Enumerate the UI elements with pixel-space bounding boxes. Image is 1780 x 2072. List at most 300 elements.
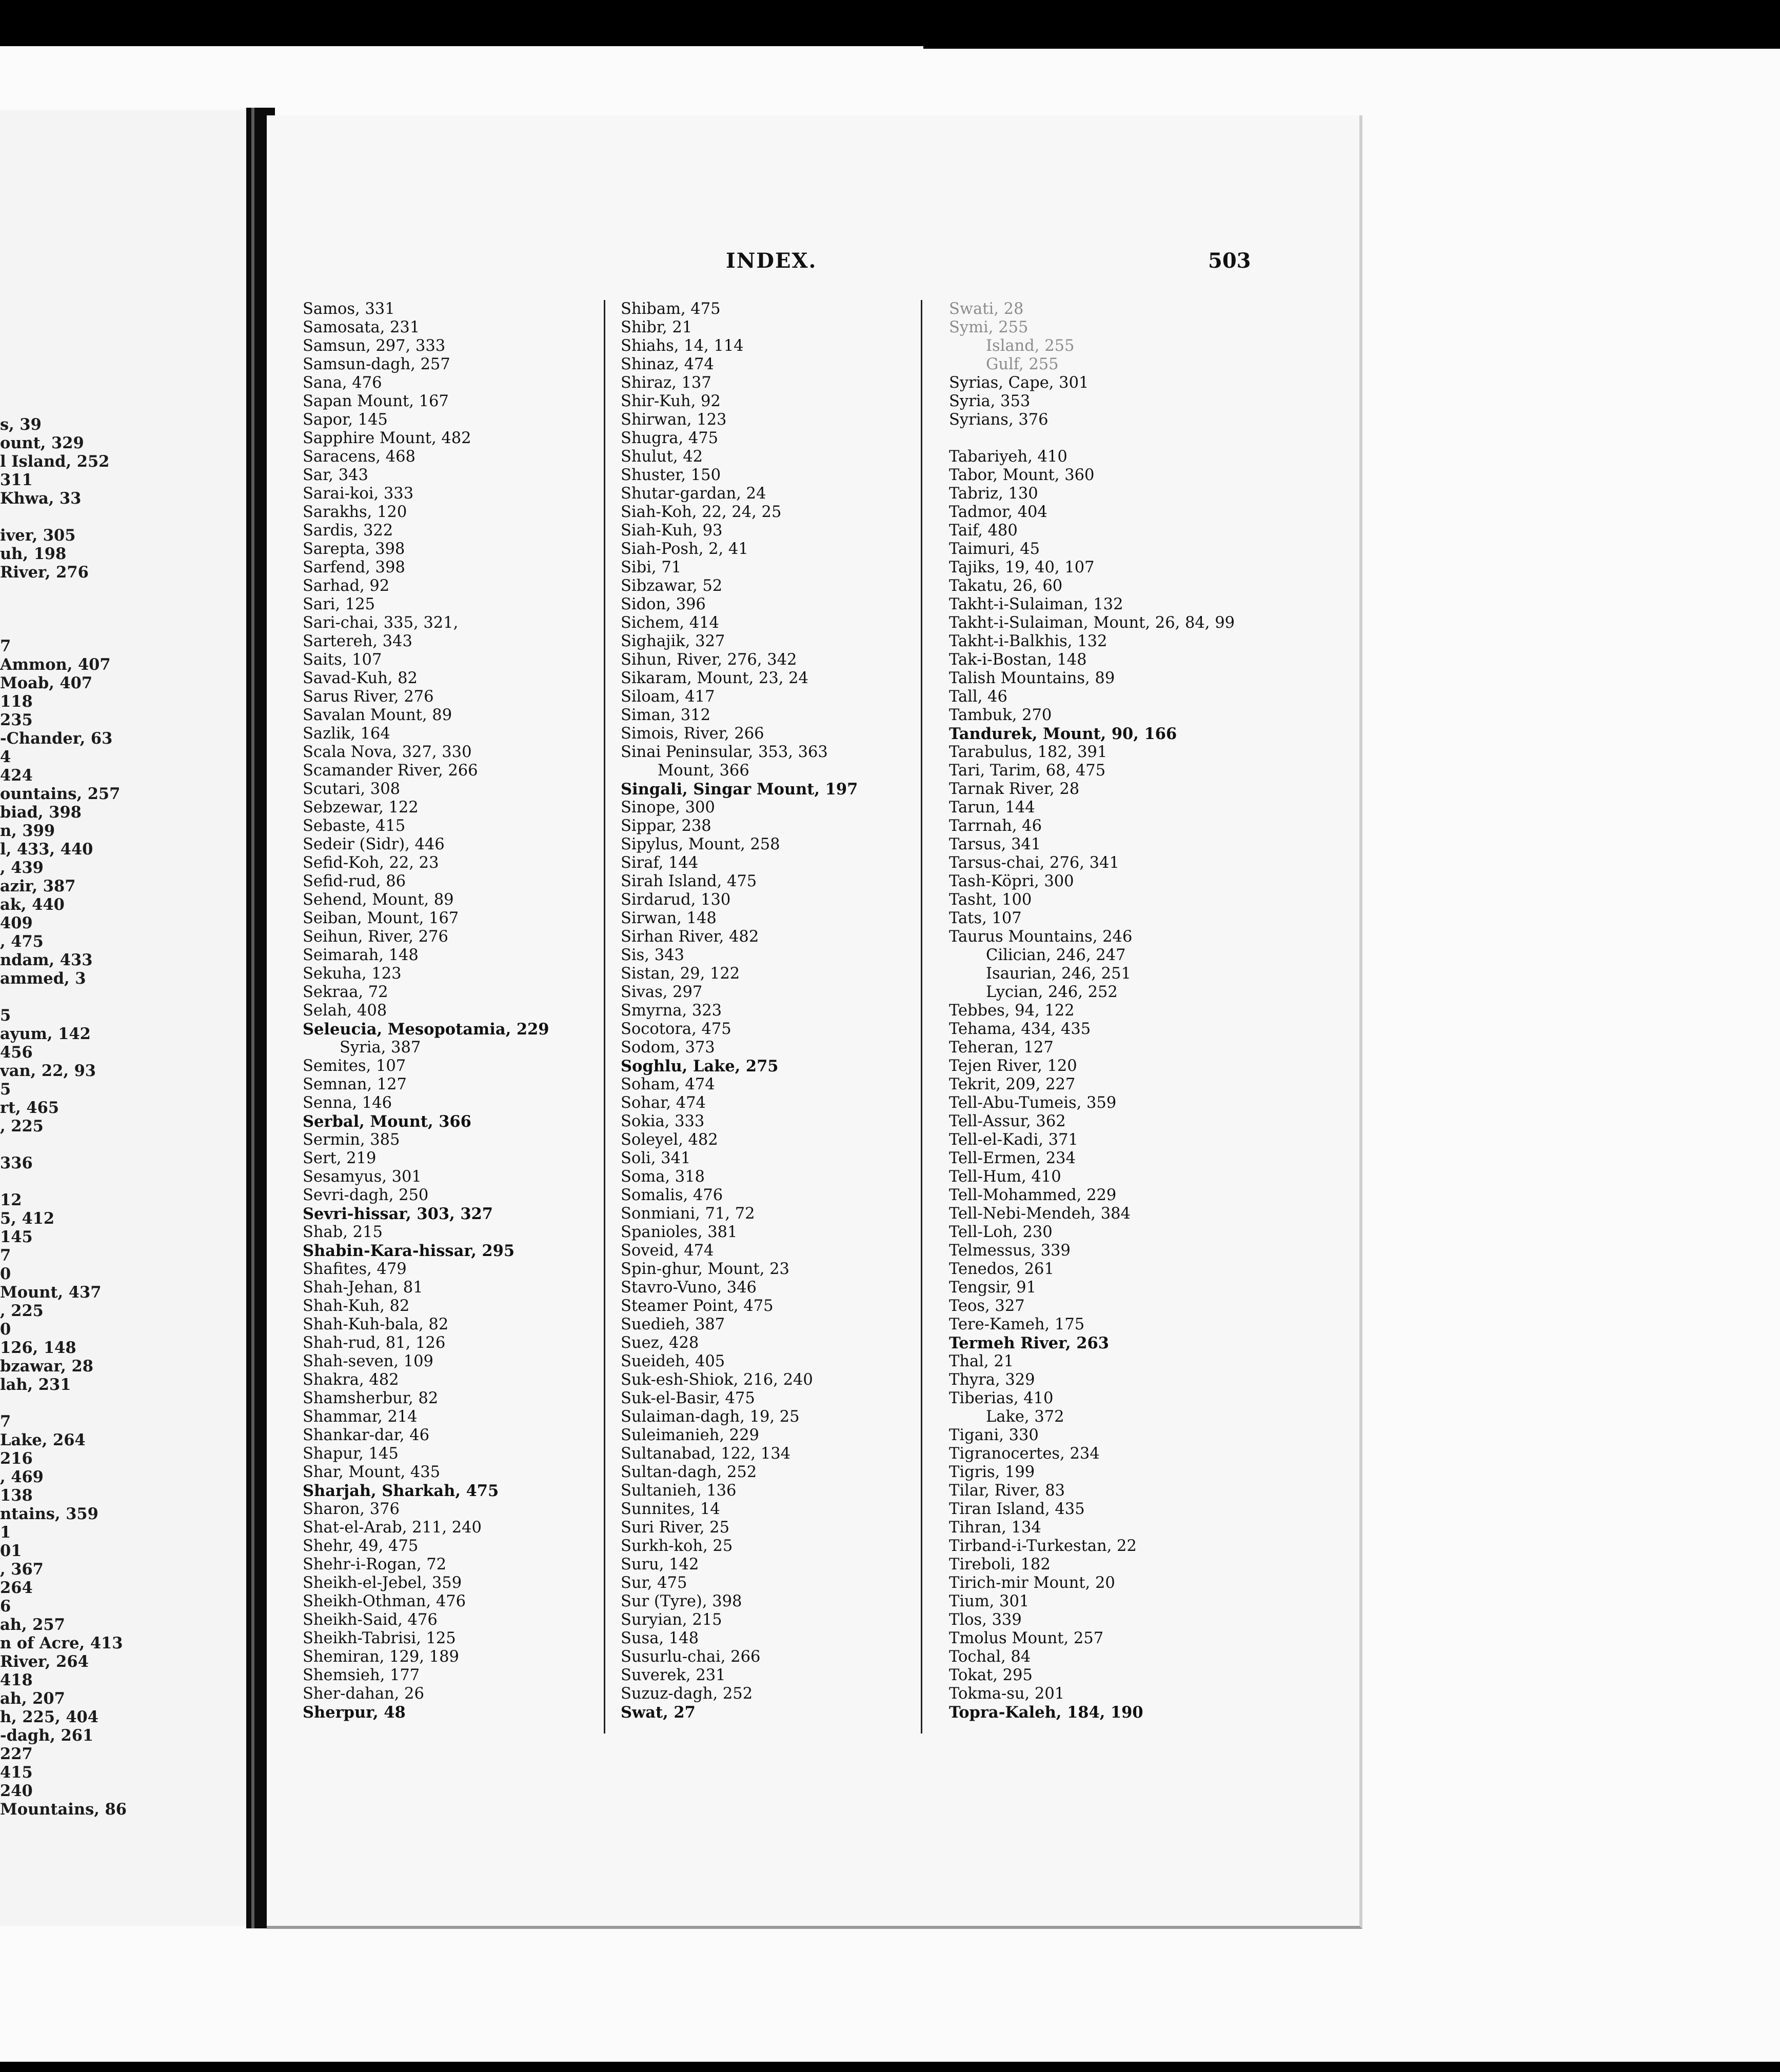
index-entry: Shah-Jehan, 81 bbox=[303, 1279, 423, 1297]
column-rule-1 bbox=[604, 300, 605, 1734]
index-entry: Syrias, Cape, 301 bbox=[949, 374, 1089, 392]
index-entry: Shankar-dar, 46 bbox=[303, 1426, 430, 1444]
index-entry: Shafites, 479 bbox=[303, 1260, 407, 1278]
index-entry: Susa, 148 bbox=[621, 1629, 699, 1647]
index-entry: Taurus Mountains, 246 bbox=[949, 928, 1133, 946]
index-entry: Sar, 343 bbox=[303, 466, 368, 484]
left-page-fragment: ayum, 142 bbox=[0, 1025, 91, 1043]
left-page-fragment: 1 bbox=[0, 1523, 11, 1542]
index-entry: Suverek, 231 bbox=[621, 1666, 726, 1684]
left-page-fragment: 235 bbox=[0, 711, 33, 729]
index-entry: Shiraz, 137 bbox=[621, 374, 711, 392]
index-entry: Tokma-su, 201 bbox=[949, 1685, 1065, 1703]
index-entry: Tabariyeh, 410 bbox=[949, 448, 1067, 466]
index-entry: Syria, 353 bbox=[949, 392, 1031, 410]
left-page-fragment: ntains, 359 bbox=[0, 1505, 98, 1523]
index-entry: Sirdarud, 130 bbox=[621, 891, 731, 909]
index-entry: Isaurian, 246, 251 bbox=[986, 965, 1131, 983]
index-entry: Suleimanieh, 229 bbox=[621, 1426, 759, 1444]
index-entry: Samsun, 297, 333 bbox=[303, 337, 446, 355]
index-entry: Sebzewar, 122 bbox=[303, 799, 419, 816]
index-entry: Sartereh, 343 bbox=[303, 632, 412, 650]
index-entry: Tarrnah, 46 bbox=[949, 817, 1042, 835]
index-entry: Tarsus-chai, 276, 341 bbox=[949, 854, 1119, 872]
index-entry: Syrians, 376 bbox=[949, 411, 1049, 429]
index-entry: Shuster, 150 bbox=[621, 466, 721, 484]
left-page-fragment: 12 bbox=[0, 1191, 22, 1209]
index-entry: Sulaiman-dagh, 19, 25 bbox=[621, 1408, 800, 1426]
index-entry: Suzuz-dagh, 252 bbox=[621, 1685, 753, 1703]
left-page-fragment: h, 225, 404 bbox=[0, 1708, 98, 1726]
index-entry: Talish Mountains, 89 bbox=[949, 669, 1115, 687]
index-entry: Tash-Köpri, 300 bbox=[949, 872, 1074, 890]
index-entry: Sighajik, 327 bbox=[621, 632, 725, 650]
page-title: INDEX. bbox=[726, 249, 817, 273]
left-page-fragment bbox=[0, 1172, 127, 1191]
index-entry: Cilician, 246, 247 bbox=[986, 946, 1126, 964]
index-entry: Sapan Mount, 167 bbox=[303, 392, 449, 410]
index-entry: Termeh River, 263 bbox=[949, 1334, 1109, 1352]
index-entry: Shutar-gardan, 24 bbox=[621, 485, 766, 503]
index-entry: Shab, 215 bbox=[303, 1223, 383, 1241]
index-entry: Takatu, 26, 60 bbox=[949, 577, 1063, 595]
index-entry: Tandurek, Mount, 90, 166 bbox=[949, 725, 1177, 743]
index-entry: Tell-Ermen, 234 bbox=[949, 1149, 1076, 1167]
index-entry: Spin-ghur, Mount, 23 bbox=[621, 1260, 789, 1278]
index-entry: Sheikh-Othman, 476 bbox=[303, 1592, 466, 1610]
left-page-fragment: n, 399 bbox=[0, 822, 55, 840]
index-entry: Gulf, 255 bbox=[986, 355, 1059, 373]
index-entry: Suru, 142 bbox=[621, 1556, 699, 1573]
left-page-fragment: 0 bbox=[0, 1320, 11, 1339]
index-entry: Sirwan, 148 bbox=[621, 909, 717, 927]
index-entry: Tekrit, 209, 227 bbox=[949, 1075, 1076, 1093]
index-entry: Tiberias, 410 bbox=[949, 1389, 1054, 1407]
index-entry: Sarhad, 92 bbox=[303, 577, 390, 595]
index-entry: Siah-Posh, 2, 41 bbox=[621, 540, 748, 558]
top-dark-strip bbox=[923, 0, 1780, 49]
left-page-fragment: 5 bbox=[0, 1080, 11, 1099]
index-entry: Tak-i-Bostan, 148 bbox=[949, 651, 1087, 669]
index-entry: Shakra, 482 bbox=[303, 1371, 399, 1389]
left-page-fragment: l, 433, 440 bbox=[0, 840, 93, 859]
left-page-fragment: Mount, 437 bbox=[0, 1283, 102, 1302]
index-entry: Sinai Peninsular, 353, 363 bbox=[621, 743, 828, 761]
index-entry: Tell-Mohammed, 229 bbox=[949, 1186, 1117, 1204]
left-page-fragment bbox=[0, 600, 127, 619]
left-page-fragment: 01 bbox=[0, 1542, 22, 1560]
index-entry: Island, 255 bbox=[986, 337, 1075, 355]
left-page-fragment: biad, 398 bbox=[0, 803, 82, 822]
index-entry: Telmessus, 339 bbox=[949, 1242, 1071, 1260]
index-entry: Sekuha, 123 bbox=[303, 965, 402, 983]
index-entry: Tarabulus, 182, 391 bbox=[949, 743, 1107, 761]
index-entry: Shah-Kuh, 82 bbox=[303, 1297, 410, 1315]
index-entry: Tium, 301 bbox=[949, 1592, 1030, 1610]
left-page-fragment: 4 bbox=[0, 748, 11, 766]
index-entry: Samosata, 231 bbox=[303, 318, 420, 336]
left-page-fragment: 240 bbox=[0, 1782, 33, 1800]
index-entry: Swat, 27 bbox=[621, 1703, 696, 1722]
index-entry: Tasht, 100 bbox=[949, 891, 1032, 909]
index-entry: Tell-Abu-Tumeis, 359 bbox=[949, 1094, 1117, 1112]
index-entry: Semnan, 127 bbox=[303, 1075, 407, 1093]
index-entry: Seiban, Mount, 167 bbox=[303, 909, 459, 927]
left-page-fragment bbox=[0, 508, 127, 526]
index-entry: Tireboli, 182 bbox=[949, 1556, 1051, 1573]
index-entry: Shapur, 145 bbox=[303, 1445, 399, 1463]
index-entry: Sert, 219 bbox=[303, 1149, 377, 1167]
index-entry: Sevri-dagh, 250 bbox=[303, 1186, 429, 1204]
index-entry: Tell-el-Kadi, 371 bbox=[949, 1131, 1078, 1149]
index-entry: Sharon, 376 bbox=[303, 1500, 400, 1518]
left-page bbox=[0, 110, 261, 1926]
index-entry: Sheikh-Tabrisi, 125 bbox=[303, 1629, 456, 1647]
index-entry: Semites, 107 bbox=[303, 1057, 406, 1075]
index-entry: Tihran, 134 bbox=[949, 1519, 1041, 1537]
index-entry: Tebbes, 94, 122 bbox=[949, 1002, 1075, 1020]
left-page-fragment: uh, 198 bbox=[0, 545, 67, 563]
left-page-fragment: bzawar, 28 bbox=[0, 1357, 93, 1376]
index-entry: Shah-rud, 81, 126 bbox=[303, 1334, 446, 1352]
index-entry: Sirhan River, 482 bbox=[621, 928, 759, 946]
index-entry: Siman, 312 bbox=[621, 706, 711, 724]
left-page-fragment: iver, 305 bbox=[0, 526, 76, 545]
index-entry: Sueideh, 405 bbox=[621, 1352, 725, 1370]
index-entry: Tell-Nebi-Mendeh, 384 bbox=[949, 1205, 1131, 1223]
index-entry: Swati, 28 bbox=[949, 300, 1024, 318]
index-entry: Tere-Kameh, 175 bbox=[949, 1316, 1085, 1333]
index-entry: Sharjah, Sharkah, 475 bbox=[303, 1482, 499, 1500]
index-entry: Stavro-Vuno, 346 bbox=[621, 1279, 757, 1297]
index-entry: Sesamyus, 301 bbox=[303, 1168, 422, 1186]
index-entry: Sibzawar, 52 bbox=[621, 577, 723, 595]
left-page-fragment: ammed, 3 bbox=[0, 969, 86, 988]
index-entry: Sevri-hissar, 303, 327 bbox=[303, 1205, 493, 1223]
index-entry: Sur (Tyre), 398 bbox=[621, 1592, 742, 1610]
index-entry: Sikaram, Mount, 23, 24 bbox=[621, 669, 808, 687]
index-entry: Sana, 476 bbox=[303, 374, 382, 392]
left-page-fragment: River, 276 bbox=[0, 563, 89, 582]
entry-gap bbox=[949, 429, 1235, 448]
left-page-fragment: -dagh, 261 bbox=[0, 1726, 94, 1745]
index-entry: Sarepta, 398 bbox=[303, 540, 405, 558]
index-entry: Sohar, 474 bbox=[621, 1094, 706, 1112]
left-page-fragment: 7 bbox=[0, 1412, 11, 1431]
index-entry: Tigris, 199 bbox=[949, 1463, 1035, 1481]
left-page-fragment: 409 bbox=[0, 914, 33, 932]
index-column-3 bbox=[949, 300, 1235, 1722]
index-entry: Tajiks, 19, 40, 107 bbox=[949, 559, 1095, 576]
left-page-fragment: Ammon, 407 bbox=[0, 655, 111, 674]
index-entry: Sarakhs, 120 bbox=[303, 503, 407, 521]
index-entry: Sapphire Mount, 482 bbox=[303, 429, 471, 447]
left-page-fragment: 7 bbox=[0, 637, 11, 655]
left-page-fragment: 118 bbox=[0, 692, 33, 711]
left-page-fragment: rt, 465 bbox=[0, 1099, 60, 1117]
index-entry: Soham, 474 bbox=[621, 1075, 715, 1093]
index-entry: Sedeir (Sidr), 446 bbox=[303, 835, 445, 853]
left-page-fragment: -Chander, 63 bbox=[0, 729, 113, 748]
left-page-fragment: 216 bbox=[0, 1449, 33, 1468]
left-page-fragment: s, 39 bbox=[0, 415, 42, 434]
index-entry: Shah-Kuh-bala, 82 bbox=[303, 1316, 449, 1333]
index-entry: Susurlu-chai, 266 bbox=[621, 1648, 761, 1666]
index-entry: Siah-Kuh, 93 bbox=[621, 522, 723, 540]
index-entry: Tarun, 144 bbox=[949, 799, 1035, 816]
index-entry: Teheran, 127 bbox=[949, 1039, 1054, 1057]
index-entry: Sheikh-Said, 476 bbox=[303, 1611, 438, 1629]
index-entry: Shibam, 475 bbox=[621, 300, 721, 318]
index-entry: Shibr, 21 bbox=[621, 318, 693, 336]
index-entry: Takht-i-Balkhis, 132 bbox=[949, 632, 1107, 650]
index-entry: Shat-el-Arab, 211, 240 bbox=[303, 1519, 482, 1537]
index-entry: Taimuri, 45 bbox=[949, 540, 1040, 558]
index-entry: Soli, 341 bbox=[621, 1149, 691, 1167]
left-page-fragment: , 469 bbox=[0, 1468, 44, 1486]
index-entry: Sis, 343 bbox=[621, 946, 684, 964]
left-page-fragment: 6 bbox=[0, 1597, 11, 1616]
index-entry: Shiahs, 14, 114 bbox=[621, 337, 744, 355]
index-entry: Teos, 327 bbox=[949, 1297, 1025, 1315]
index-entry: Takht-i-Sulaiman, Mount, 26, 84, 99 bbox=[949, 614, 1235, 632]
index-entry: Singali, Singar Mount, 197 bbox=[621, 780, 858, 799]
left-page-fragment: 456 bbox=[0, 1043, 33, 1062]
index-entry: Tengsir, 91 bbox=[949, 1279, 1037, 1297]
index-entry: Sapor, 145 bbox=[303, 411, 388, 429]
left-page-fragment: ah, 207 bbox=[0, 1689, 65, 1708]
index-entry: Shabin-Kara-hissar, 295 bbox=[303, 1242, 515, 1260]
index-entry: Suedieh, 387 bbox=[621, 1316, 725, 1333]
index-entry: Shemiran, 129, 189 bbox=[303, 1648, 459, 1666]
index-entry: Sihun, River, 276, 342 bbox=[621, 651, 797, 669]
index-column-1 bbox=[303, 300, 549, 1722]
index-entry: Sokia, 333 bbox=[621, 1112, 705, 1130]
left-page-fragment: lah, 231 bbox=[0, 1376, 71, 1394]
index-entry: Sichem, 414 bbox=[621, 614, 719, 632]
index-entry: Sidon, 396 bbox=[621, 595, 706, 613]
index-entry: Suez, 428 bbox=[621, 1334, 699, 1352]
index-entry: Shinaz, 474 bbox=[621, 355, 714, 373]
index-entry: Seimarah, 148 bbox=[303, 946, 419, 964]
index-entry: Sirah Island, 475 bbox=[621, 872, 757, 890]
index-entry: Tlos, 339 bbox=[949, 1611, 1022, 1629]
index-entry: Spanioles, 381 bbox=[621, 1223, 738, 1241]
index-entry: Samsun-dagh, 257 bbox=[303, 355, 450, 373]
index-entry: Tell-Loh, 230 bbox=[949, 1223, 1053, 1241]
page-number: 503 bbox=[1208, 249, 1251, 273]
index-entry: Savad-Kuh, 82 bbox=[303, 669, 418, 687]
index-entry: Senna, 146 bbox=[303, 1094, 392, 1112]
index-entry: Sari-chai, 335, 321, bbox=[303, 614, 459, 632]
left-page-fragment: 5 bbox=[0, 1006, 11, 1025]
left-page-fragment: Khwa, 33 bbox=[0, 489, 82, 508]
left-page-fragment: ak, 440 bbox=[0, 895, 65, 914]
index-entry: Sherpur, 48 bbox=[303, 1703, 406, 1722]
index-entry: Tall, 46 bbox=[949, 688, 1007, 706]
left-page-fragment: 0 bbox=[0, 1265, 11, 1283]
spine-highlight bbox=[251, 108, 254, 1928]
left-page-fragment: 5, 412 bbox=[0, 1209, 55, 1228]
left-page-fragment: , 439 bbox=[0, 859, 44, 877]
index-entry: Thyra, 329 bbox=[949, 1371, 1035, 1389]
index-entry: Tokat, 295 bbox=[949, 1666, 1033, 1684]
index-entry: Saits, 107 bbox=[303, 651, 382, 669]
index-entry: Tadmor, 404 bbox=[949, 503, 1047, 521]
index-entry: Sarus River, 276 bbox=[303, 688, 434, 706]
index-entry: Siah-Koh, 22, 24, 25 bbox=[621, 503, 782, 521]
left-page-fragment: n of Acre, 413 bbox=[0, 1634, 123, 1652]
left-page-fragment bbox=[0, 1394, 127, 1412]
left-page-fragment: 415 bbox=[0, 1763, 33, 1782]
index-entry: Tarsus, 341 bbox=[949, 835, 1041, 853]
index-entry: Sher-dahan, 26 bbox=[303, 1685, 424, 1703]
left-page-fragment: 7 bbox=[0, 1246, 11, 1265]
left-page-fragment: , 225 bbox=[0, 1117, 44, 1135]
left-page-fragment: 264 bbox=[0, 1579, 33, 1597]
index-entry: Tenedos, 261 bbox=[949, 1260, 1054, 1278]
index-entry: Lake, 372 bbox=[986, 1408, 1064, 1426]
index-entry: Sazlik, 164 bbox=[303, 725, 390, 743]
index-entry: Tigani, 330 bbox=[949, 1426, 1039, 1444]
index-entry: Suk-el-Basir, 475 bbox=[621, 1389, 755, 1407]
index-entry: Tmolus Mount, 257 bbox=[949, 1629, 1104, 1647]
index-entry: Tambuk, 270 bbox=[949, 706, 1052, 724]
index-entry: Sultanieh, 136 bbox=[621, 1482, 737, 1500]
index-entry: Syria, 387 bbox=[340, 1039, 421, 1057]
index-entry: Soma, 318 bbox=[621, 1168, 705, 1186]
index-entry: Seihun, River, 276 bbox=[303, 928, 448, 946]
index-entry: Siraf, 144 bbox=[621, 854, 699, 872]
left-page-fragment: 126, 148 bbox=[0, 1339, 76, 1357]
index-entry: Saracens, 468 bbox=[303, 448, 416, 466]
index-entry: Simois, River, 266 bbox=[621, 725, 764, 743]
left-page-fragment: ndam, 433 bbox=[0, 951, 93, 969]
index-entry: Shar, Mount, 435 bbox=[303, 1463, 441, 1481]
index-entry: Thal, 21 bbox=[949, 1352, 1014, 1370]
index-entry: Tiran Island, 435 bbox=[949, 1500, 1085, 1518]
index-entry: Shugra, 475 bbox=[621, 429, 719, 447]
index-entry: Sultanabad, 122, 134 bbox=[621, 1445, 791, 1463]
index-entry: Sunnites, 14 bbox=[621, 1500, 720, 1518]
index-entry: Suk-esh-Shiok, 216, 240 bbox=[621, 1371, 813, 1389]
index-entry: Lycian, 246, 252 bbox=[986, 983, 1118, 1001]
left-page-fragment: 138 bbox=[0, 1486, 33, 1505]
left-page-fragment: van, 22, 93 bbox=[0, 1062, 96, 1080]
index-entry: Shulut, 42 bbox=[621, 448, 703, 466]
left-page-fragment bbox=[0, 988, 127, 1006]
left-page-fragment: 424 bbox=[0, 766, 33, 785]
index-entry: Sistan, 29, 122 bbox=[621, 965, 740, 983]
index-entry: Shehr-i-Rogan, 72 bbox=[303, 1556, 447, 1573]
left-page-fragment: 145 bbox=[0, 1228, 33, 1246]
left-page-fragments bbox=[0, 415, 127, 1819]
index-entry: Tigranocertes, 234 bbox=[949, 1445, 1100, 1463]
index-entry: Sivas, 297 bbox=[621, 983, 703, 1001]
index-entry: Sipylus, Mount, 258 bbox=[621, 835, 780, 853]
index-entry: Suri River, 25 bbox=[621, 1519, 729, 1537]
left-page-fragment: Moab, 407 bbox=[0, 674, 93, 692]
index-entry: Shirwan, 123 bbox=[621, 411, 727, 429]
index-entry: Somalis, 476 bbox=[621, 1186, 723, 1204]
left-page-fragment: ountains, 257 bbox=[0, 785, 121, 803]
left-page-fragment bbox=[0, 582, 127, 600]
index-entry: Sur, 475 bbox=[621, 1574, 687, 1592]
left-page-fragment bbox=[0, 1135, 127, 1154]
index-entry: Samos, 331 bbox=[303, 300, 395, 318]
index-entry: Serbal, Mount, 366 bbox=[303, 1112, 471, 1131]
left-page-fragment: , 475 bbox=[0, 932, 44, 951]
index-entry: Surkh-koh, 25 bbox=[621, 1537, 733, 1555]
index-entry: Sarai-koi, 333 bbox=[303, 485, 414, 503]
index-entry: Sebaste, 415 bbox=[303, 817, 406, 835]
index-entry: Sari, 125 bbox=[303, 595, 375, 613]
left-page-fragment: 227 bbox=[0, 1745, 33, 1763]
index-entry: Shammar, 214 bbox=[303, 1408, 418, 1426]
index-entry: Socotora, 475 bbox=[621, 1020, 731, 1038]
index-entry: Symi, 255 bbox=[949, 318, 1029, 336]
index-entry: Sippar, 238 bbox=[621, 817, 711, 835]
index-entry: Sonmiani, 71, 72 bbox=[621, 1205, 755, 1223]
index-entry: Savalan Mount, 89 bbox=[303, 706, 452, 724]
index-entry: Tochal, 84 bbox=[949, 1648, 1031, 1666]
index-entry: Sibi, 71 bbox=[621, 559, 682, 576]
left-page-fragment: River, 264 bbox=[0, 1652, 89, 1671]
index-entry: Soghlu, Lake, 275 bbox=[621, 1057, 779, 1075]
index-entry: Shemsieh, 177 bbox=[303, 1666, 420, 1684]
index-entry: Tell-Assur, 362 bbox=[949, 1112, 1066, 1130]
index-entry: Smyrna, 323 bbox=[621, 1002, 722, 1020]
index-entry: Scutari, 308 bbox=[303, 780, 400, 798]
index-entry: Siloam, 417 bbox=[621, 688, 715, 706]
left-page-fragment: 418 bbox=[0, 1671, 33, 1689]
index-entry: Tilar, River, 83 bbox=[949, 1482, 1065, 1500]
index-entry: Sermin, 385 bbox=[303, 1131, 400, 1149]
index-column-2 bbox=[621, 300, 858, 1722]
index-entry: Suryian, 215 bbox=[621, 1611, 722, 1629]
left-page-fragment: 336 bbox=[0, 1154, 33, 1172]
index-entry: Sheikh-el-Jebel, 359 bbox=[303, 1574, 462, 1592]
left-page-fragment: azir, 387 bbox=[0, 877, 76, 895]
index-entry: Shehr, 49, 475 bbox=[303, 1537, 419, 1555]
index-entry: Soleyel, 482 bbox=[621, 1131, 718, 1149]
index-entry: Scamander River, 266 bbox=[303, 762, 478, 780]
index-entry: Mount, 366 bbox=[658, 762, 749, 780]
left-page-fragment: ah, 257 bbox=[0, 1616, 65, 1634]
left-page-fragment: 311 bbox=[0, 471, 33, 489]
index-entry: Steamer Point, 475 bbox=[621, 1297, 774, 1315]
index-entry: Sefid-Koh, 22, 23 bbox=[303, 854, 439, 872]
index-entry: Taif, 480 bbox=[949, 522, 1018, 540]
index-entry: Selah, 408 bbox=[303, 1002, 387, 1020]
index-entry: Soveid, 474 bbox=[621, 1242, 714, 1260]
index-entry: Sodom, 373 bbox=[621, 1039, 715, 1057]
index-entry: Tari, Tarim, 68, 475 bbox=[949, 762, 1106, 780]
index-entry: Shir-Kuh, 92 bbox=[621, 392, 721, 410]
left-page-fragment bbox=[0, 619, 127, 637]
index-entry: Sultan-dagh, 252 bbox=[621, 1463, 757, 1481]
index-entry: Takht-i-Sulaiman, 132 bbox=[949, 595, 1123, 613]
index-entry: Seleucia, Mesopotamia, 229 bbox=[303, 1020, 549, 1039]
index-entry: Tell-Hum, 410 bbox=[949, 1168, 1061, 1186]
index-entry: Tehama, 434, 435 bbox=[949, 1020, 1091, 1038]
column-rule-2 bbox=[921, 300, 922, 1734]
index-entry: Shah-seven, 109 bbox=[303, 1352, 433, 1370]
left-page-fragment: , 367 bbox=[0, 1560, 44, 1579]
index-entry: Sinope, 300 bbox=[621, 799, 715, 816]
index-entry: Tejen River, 120 bbox=[949, 1057, 1077, 1075]
index-entry: Sefid-rud, 86 bbox=[303, 872, 406, 890]
